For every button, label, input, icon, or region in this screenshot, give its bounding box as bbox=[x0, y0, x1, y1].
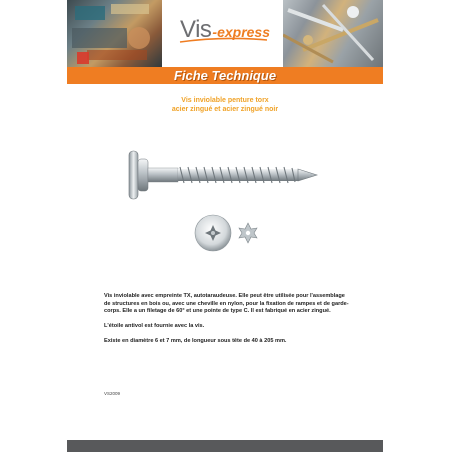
header-banner bbox=[67, 0, 383, 67]
brand-name-accent: -express bbox=[212, 24, 270, 40]
logo-zone bbox=[162, 0, 283, 67]
tools-photo bbox=[67, 0, 162, 67]
screw-drawing bbox=[127, 145, 327, 205]
product-title-line-2: acier zingué et acier zingué noir bbox=[171, 106, 279, 113]
logo-swoosh bbox=[162, 0, 283, 67]
screws-photo bbox=[283, 0, 383, 67]
tools-photo-art bbox=[67, 0, 162, 67]
description-paragraph-1: Vis inviolable avec empreinte TX, autotaraudeuse. Elle peut être utilisée pour l'assemblage de structures en bois ou, avec une cheville en nylon, pour la fixation de rampes et de garde-corps. Elle a un filetage de 60° et une pointe de type C. Il est fabriqué en acier zingué. bbox=[104, 293, 349, 314]
sheet-title: Fiche Technique bbox=[173, 68, 277, 83]
product-description bbox=[104, 293, 352, 353]
description-paragraph-3: Existe en diamètre 6 et 7 mm, de longueur sous tête de 40 à 205 mm. bbox=[104, 338, 287, 344]
title-bar bbox=[67, 67, 383, 84]
product-title-line-1: Vis inviolable penture torx bbox=[181, 97, 269, 104]
description-paragraph-2: L'étoile antivol est fournie avec la vis. bbox=[104, 323, 205, 329]
reference-code: VS2009 bbox=[104, 391, 121, 396]
head-views-drawing bbox=[193, 213, 263, 253]
head-views bbox=[193, 213, 263, 253]
product-title bbox=[67, 96, 383, 114]
brand-name-main: Vis bbox=[180, 16, 212, 43]
star-insert-icon bbox=[239, 223, 257, 243]
torx-head-icon bbox=[195, 215, 231, 251]
screw-image bbox=[127, 145, 327, 205]
screws-photo-art bbox=[283, 0, 383, 67]
footer-bar bbox=[67, 440, 383, 452]
technical-sheet bbox=[67, 0, 383, 452]
